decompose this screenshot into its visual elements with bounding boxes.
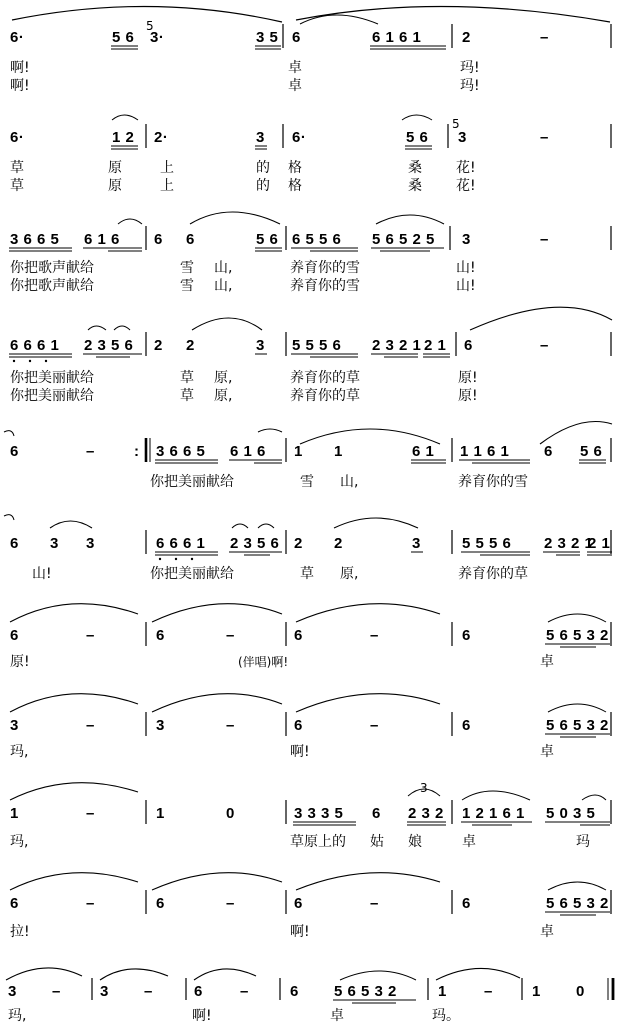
sustain-dash: –	[86, 805, 95, 822]
sustain-dash: –	[540, 337, 549, 354]
lyric: 养育你的雪	[458, 474, 528, 490]
note: 6 1 6	[230, 443, 266, 460]
sustain-dash: –	[52, 983, 61, 1000]
sustain-dash: –	[370, 627, 379, 644]
note: 2	[294, 535, 303, 552]
lyric: 格	[288, 178, 302, 194]
note: 6	[10, 443, 19, 460]
note: 2 1	[588, 535, 611, 552]
system-1	[10, 6, 611, 94]
lyric: 养育你的雪	[290, 278, 360, 294]
system-3	[9, 212, 611, 294]
lyric: 你把歌声献给	[10, 260, 94, 276]
note: 2 3 2 1	[544, 535, 594, 552]
lyric: 玛,	[10, 834, 29, 850]
note: 3	[412, 535, 421, 552]
sustain-dash: –	[86, 717, 95, 734]
lyric: 你把美丽献给	[10, 388, 94, 404]
note: 6	[10, 535, 19, 552]
sustain-dash: –	[86, 895, 95, 912]
note: 6	[186, 231, 195, 248]
sustain-dash: –	[370, 717, 379, 734]
lyric: 啊!	[10, 78, 30, 94]
lyric: 玛!	[460, 60, 480, 76]
lyric: 卓	[462, 834, 476, 850]
note: 5 5 5 6	[462, 535, 512, 552]
note: 2	[154, 337, 163, 354]
lyric: 草	[10, 160, 24, 176]
note: 5 6	[112, 29, 135, 46]
lyric: 上	[160, 160, 174, 176]
lyric: 山,	[214, 260, 233, 276]
note: 6	[462, 895, 471, 912]
system-4	[9, 307, 612, 404]
lyric: 玛,	[8, 1008, 27, 1024]
lyric: 桑	[408, 160, 422, 176]
note: 3 3 3 5	[294, 805, 344, 822]
lyric: 玛。	[432, 1008, 460, 1024]
sustain-dash: –	[86, 627, 95, 644]
note: 6·	[292, 129, 307, 146]
note: 1 1 6 1	[460, 443, 510, 460]
lyric: 你把美丽献给	[10, 370, 94, 386]
lyric: 卓	[288, 60, 302, 76]
note: 5 5 5 6	[292, 337, 342, 354]
sustain-dash: –	[226, 627, 235, 644]
grace-note: 5	[146, 19, 154, 33]
note: 3	[50, 535, 59, 552]
note: 1	[156, 805, 165, 822]
note: 3	[256, 337, 265, 354]
note: 3 5	[256, 29, 279, 46]
note: 5 6 5 3 2	[546, 895, 609, 912]
sustain-dash: –	[540, 29, 549, 46]
sustain-dash: –	[540, 231, 549, 248]
sustain-dash: –	[226, 717, 235, 734]
lyric: 草	[180, 370, 194, 386]
note: 3	[458, 129, 467, 146]
note: 1	[294, 443, 303, 460]
note: 2 3 2 1	[372, 337, 422, 354]
sustain-dash: –	[484, 983, 493, 1000]
system-8	[10, 694, 611, 760]
lyric: 原,	[214, 370, 233, 386]
note: 5 6	[406, 129, 429, 146]
lyric: 草	[300, 566, 314, 582]
note: 6 5 5 6	[292, 231, 342, 248]
system-11	[6, 968, 613, 1024]
lyric: 山!	[32, 566, 52, 582]
note: 6 1 6	[84, 231, 120, 248]
note: 5 6 5 3 2	[546, 717, 609, 734]
note: 6	[462, 717, 471, 734]
lyric: 娘	[408, 834, 422, 850]
note: 1	[10, 805, 19, 822]
lyric: 原	[108, 178, 122, 194]
triplet-mark: 3	[420, 781, 428, 795]
note: 6	[462, 627, 471, 644]
lyric: 格	[288, 160, 302, 176]
note: 6	[156, 895, 165, 912]
note: 5 6 5 3 2	[546, 627, 609, 644]
lyric: 花!	[456, 160, 476, 176]
lyric: 原,	[340, 566, 359, 582]
note: 3	[86, 535, 95, 552]
note: 2 3 2	[408, 805, 444, 822]
note: 3	[462, 231, 471, 248]
sustain-dash: –	[370, 895, 379, 912]
lyric: 原!	[458, 370, 478, 386]
lyric: 原!	[458, 388, 478, 404]
lyric: 山!	[456, 260, 476, 276]
note: 1	[334, 443, 343, 460]
note: 5 6	[580, 443, 603, 460]
note: 5 6 5 2 5	[372, 231, 435, 248]
lyric: 山!	[456, 278, 476, 294]
sustain-dash: –	[226, 895, 235, 912]
lyric: 雪	[180, 260, 194, 276]
note: 6	[156, 627, 165, 644]
note: 3·	[150, 29, 165, 46]
lyric: 养育你的草	[290, 370, 360, 386]
lyric: 你把美丽献给	[150, 566, 234, 582]
note: 5 6	[256, 231, 279, 248]
lyric: 拉!	[10, 924, 30, 940]
lyric: 山,	[340, 474, 359, 490]
lyric: 养育你的草	[458, 566, 528, 582]
lyric: 你把歌声献给	[10, 278, 94, 294]
sustain-dash: –	[540, 129, 549, 146]
system-5	[4, 422, 612, 491]
lyric: 啊!	[10, 60, 30, 76]
note: 2	[334, 535, 343, 552]
lyric: 雪	[180, 278, 194, 294]
note: 3	[156, 717, 165, 734]
note: 6	[194, 983, 203, 1000]
system-10	[10, 873, 611, 940]
lyric: 玛!	[460, 78, 480, 94]
note: 6	[372, 805, 381, 822]
note: 5 6 5 3 2	[334, 983, 397, 1000]
lyric: 养育你的雪	[290, 260, 360, 276]
note: 6	[292, 29, 301, 46]
note: 2	[186, 337, 195, 354]
lyric: 原	[108, 160, 122, 176]
lyric: 啊!	[290, 744, 310, 760]
lyric: 啊!	[290, 924, 310, 940]
lyric: 桑	[408, 178, 422, 194]
lyric: 草	[10, 178, 24, 194]
repeat-sign: :	[134, 443, 140, 460]
lyric: 雪	[300, 474, 314, 490]
lyric: 玛,	[10, 744, 29, 760]
note: 3	[8, 983, 17, 1000]
note: 6	[544, 443, 553, 460]
sustain-dash: –	[144, 983, 153, 1000]
rest: 0	[226, 805, 235, 822]
note: 6	[294, 717, 303, 734]
note: 6	[464, 337, 473, 354]
rest: 0	[576, 983, 585, 1000]
lyric: 草原上的	[290, 834, 346, 850]
note: 3 6 6 5	[10, 231, 60, 248]
note: 6	[10, 895, 19, 912]
note: 6	[290, 983, 299, 1000]
note: 5 0 3 5	[546, 805, 596, 822]
lyric: 草	[180, 388, 194, 404]
note: 2	[462, 29, 471, 46]
lyric: 山,	[214, 278, 233, 294]
note: 2·	[154, 129, 169, 146]
note: 6 6 6 1	[10, 337, 60, 354]
sustain-dash: –	[240, 983, 249, 1000]
lyric: 卓	[288, 78, 302, 94]
lyric: 玛	[576, 834, 590, 850]
note: 3	[10, 717, 19, 734]
note: 2 3 5 6	[84, 337, 134, 354]
note: 2 3 5 6	[230, 535, 280, 552]
lyric: 的	[256, 160, 270, 176]
note: 6 1	[412, 443, 435, 460]
lyric: 卓	[540, 744, 554, 760]
system-7	[10, 604, 611, 670]
note: 2 1	[424, 337, 447, 354]
lyric: 卓	[330, 1008, 344, 1024]
note: 1 2	[112, 129, 135, 146]
lyric: 卓	[540, 924, 554, 940]
lyric: 花!	[456, 178, 476, 194]
lyric: 养育你的草	[290, 388, 360, 404]
lyric: (伴唱)啊!	[238, 655, 289, 669]
note: 3	[100, 983, 109, 1000]
note: 6 6 6 1	[156, 535, 206, 552]
note: 6·	[10, 29, 25, 46]
lyric: 卓	[540, 654, 554, 670]
note: 3	[256, 129, 265, 146]
lyric: 原,	[214, 388, 233, 404]
system-6	[4, 515, 612, 582]
note: 1	[438, 983, 447, 1000]
note: 6	[10, 627, 19, 644]
note: 1 2 1 6 1	[462, 805, 525, 822]
note: 3 6 6 5	[156, 443, 206, 460]
lyric: 啊!	[192, 1008, 212, 1024]
grace-note: 5	[452, 117, 460, 131]
sustain-dash: –	[86, 443, 95, 460]
note: 6	[294, 627, 303, 644]
lyric: 你把美丽献给	[150, 474, 234, 490]
system-2	[10, 115, 611, 194]
lyric: 的	[256, 178, 270, 194]
lyric: 上	[160, 178, 174, 194]
note: 6	[154, 231, 163, 248]
lyric: 原!	[10, 654, 30, 670]
lyric: 姑	[370, 834, 384, 850]
system-9	[10, 781, 611, 850]
note: 6·	[10, 129, 25, 146]
note: 6 1 6 1	[372, 29, 422, 46]
note: 1	[532, 983, 541, 1000]
note: 6	[294, 895, 303, 912]
